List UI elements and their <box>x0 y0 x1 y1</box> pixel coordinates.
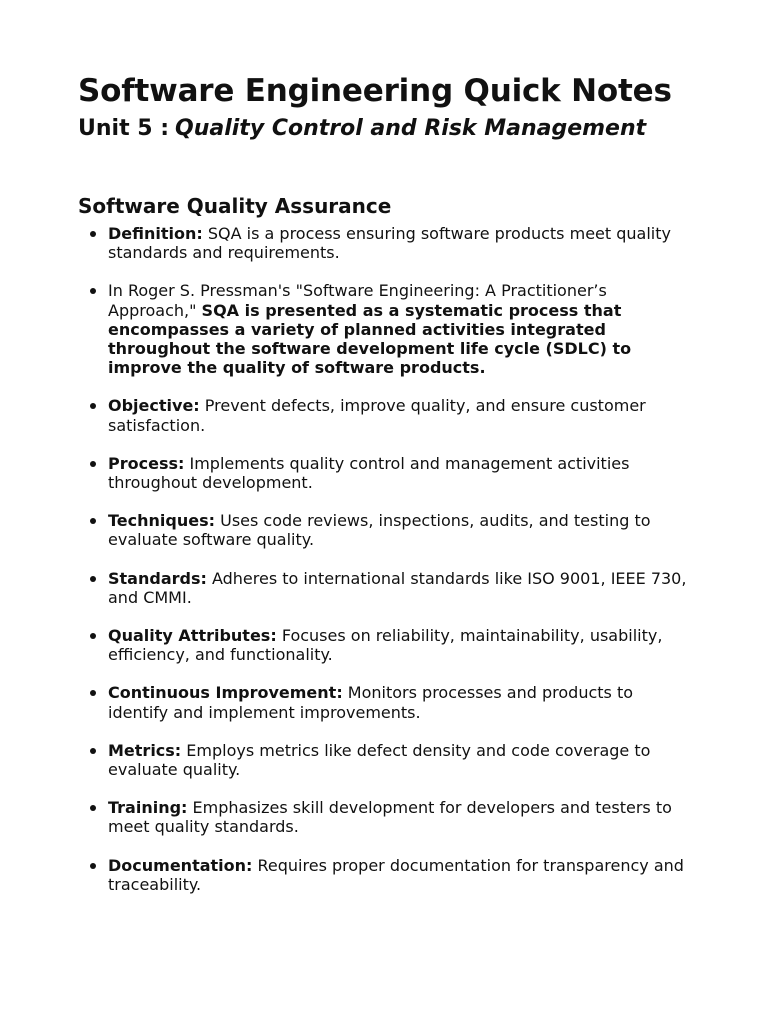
unit-label: Unit 5 : <box>78 116 170 141</box>
item-term: Training: <box>108 798 188 818</box>
list-item-objective <box>78 396 698 434</box>
item-term: Objective: <box>108 396 200 416</box>
bullet-icon <box>90 805 96 811</box>
item-term: Techniques: <box>108 511 216 531</box>
item-term: Definition: <box>108 224 203 243</box>
item-text: Prevent defects, improve quality, and ensure customer satisfaction. <box>108 396 646 435</box>
item-text: Focuses on reliability, maintainability, usability, efficiency, and functionality. <box>108 626 663 665</box>
item-term: Documentation: <box>108 855 253 875</box>
bullet-icon <box>90 633 96 639</box>
list-item-continuous-improvement <box>78 683 698 721</box>
list-item-definition <box>78 224 698 262</box>
item-term: Quality Attributes: <box>108 626 277 646</box>
item-term: Metrics: <box>108 740 182 760</box>
list-item-pressman <box>78 281 698 377</box>
list-item-training <box>78 798 698 836</box>
item-text: Adheres to international standards like ISO 9001, IEEE 730, and CMMI. <box>108 568 687 607</box>
bullet-icon <box>90 518 96 524</box>
list-item-techniques <box>78 511 698 549</box>
bullet-icon <box>90 748 96 754</box>
item-text: In Roger S. Pressman's "Software Engineering: A Practitioner’s Approach," <box>108 281 607 320</box>
bullet-icon <box>90 403 96 409</box>
bullet-icon <box>90 576 96 582</box>
item-term: Standards: <box>108 568 207 588</box>
bullet-icon <box>90 863 96 869</box>
list-item-standards <box>78 569 698 607</box>
unit-subtitle <box>78 114 698 144</box>
list-item-documentation <box>78 856 698 894</box>
bullet-icon <box>90 231 96 237</box>
document-title: Software Engineering Quick Notes <box>78 73 672 109</box>
list-item-quality-attributes <box>78 626 698 664</box>
item-emphasis: SQA is presented as a systematic process that encompasses a variety of planned activities integrated throughout the software development life cycle (SDLC) to improve the quality of software products. <box>108 300 632 378</box>
item-term: Continuous Improvement: <box>108 683 343 703</box>
unit-topic: Quality Control and Risk Management <box>175 116 647 141</box>
item-text: Requires proper documentation for transparency and traceability. <box>108 855 684 894</box>
item-text: SQA is a process ensuring software products meet quality standards and requirements. <box>108 224 671 263</box>
section-heading: Software Quality Assurance <box>78 194 392 218</box>
item-text: Implements quality control and management activities throughout development. <box>108 453 630 493</box>
item-text: Monitors processes and products to identify and implement improvements. <box>108 683 634 722</box>
bullet-icon <box>90 690 96 696</box>
bullet-list <box>78 224 698 894</box>
bullet-icon <box>90 288 96 294</box>
item-text: Uses code reviews, inspections, audits, and testing to evaluate software quality. <box>108 511 651 550</box>
item-text: Emphasizes skill development for developers and testers to meet quality standards. <box>108 798 672 837</box>
list-item-metrics <box>78 741 698 779</box>
list-item-process <box>78 454 698 492</box>
bullet-icon <box>90 461 96 467</box>
item-text: Employs metrics like defect density and code coverage to evaluate quality. <box>108 740 651 780</box>
item-term: Process: <box>108 453 185 473</box>
